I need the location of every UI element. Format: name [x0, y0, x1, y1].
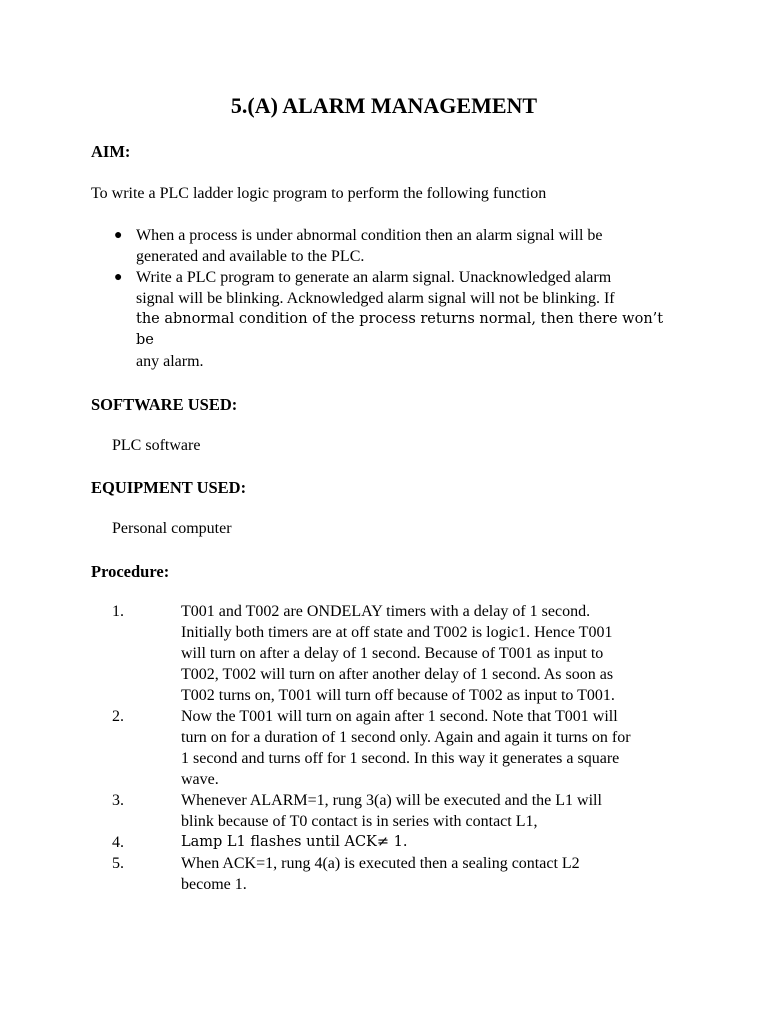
- step-line: turn on for a duration of 1 second only. Again and again it turns on for: [181, 729, 631, 746]
- bullet-icon: ●: [114, 270, 123, 285]
- list-item: [0, 267, 668, 372]
- list-item: [0, 790, 681, 832]
- page-title: 5.(A) ALARM MANAGEMENT: [230, 93, 538, 118]
- step-line: Now the T001 will turn on again after 1 second. Note that T001 will: [181, 708, 618, 725]
- step-number: 4.: [112, 834, 124, 851]
- aim-bullet-list: [0, 225, 768, 372]
- procedure-step-list: [0, 601, 768, 895]
- procedure-heading: Procedure:: [91, 562, 170, 581]
- bullet-line: When a process is under abnormal condition then an alarm signal will be: [136, 227, 603, 244]
- step-line: Whenever ALARM=1, rung 3(a) will be executed and the L1 will: [181, 792, 602, 809]
- step-line: 1 second and turns off for 1 second. In this way it generates a square: [181, 750, 620, 767]
- software-value: PLC software: [112, 437, 201, 454]
- step-line: will turn on after a delay of 1 second. Because of T001 as input to: [181, 645, 604, 662]
- bullet-line: the abnormal condition of the process returns normal, then there won’t be: [136, 311, 664, 348]
- step-line: become 1.: [181, 876, 247, 893]
- bullet-line: generated and available to the PLC.: [136, 248, 365, 265]
- step-line: T001 and T002 are ONDELAY timers with a delay of 1 second.: [181, 603, 591, 620]
- bullet-line: any alarm.: [136, 353, 204, 370]
- step-number: 3.: [112, 792, 124, 809]
- aim-heading: AIM:: [91, 142, 131, 161]
- step-line: wave.: [181, 771, 219, 788]
- bullet-line: signal will be blinking. Acknowledged alarm signal will not be blinking. If: [136, 290, 615, 307]
- aim-intro: To write a PLC ladder logic program to perform the following function: [91, 185, 547, 202]
- step-line: Initially both timers are at off state and T002 is logic1. Hence T001: [181, 624, 613, 641]
- step-line: T002 turns on, T001 will turn off because of T002 as input to T001.: [181, 687, 615, 704]
- step-number: 2.: [112, 708, 124, 725]
- bullet-icon: ●: [114, 228, 123, 243]
- list-item: [0, 601, 681, 706]
- equipment-heading: EQUIPMENT USED:: [91, 478, 247, 497]
- step-line: T002, T002 will turn on after another delay of 1 second. As soon as: [181, 666, 614, 683]
- list-item: [0, 832, 681, 853]
- list-item: [0, 225, 668, 267]
- step-number: 5.: [112, 855, 124, 872]
- software-heading: SOFTWARE USED:: [91, 395, 238, 414]
- step-line: blink because of T0 contact is in series with contact L1,: [181, 813, 538, 830]
- equipment-value: Personal computer: [112, 520, 232, 537]
- list-item: [0, 853, 681, 895]
- step-line: When ACK=1, rung 4(a) is executed then a sealing contact L2: [181, 855, 580, 872]
- step-number: 1.: [112, 603, 124, 620]
- bullet-line: Write a PLC program to generate an alarm signal. Unacknowledged alarm: [136, 269, 612, 286]
- list-item: [0, 706, 681, 790]
- step-line: Lamp L1 flashes until ACK≠ 1.: [181, 834, 408, 850]
